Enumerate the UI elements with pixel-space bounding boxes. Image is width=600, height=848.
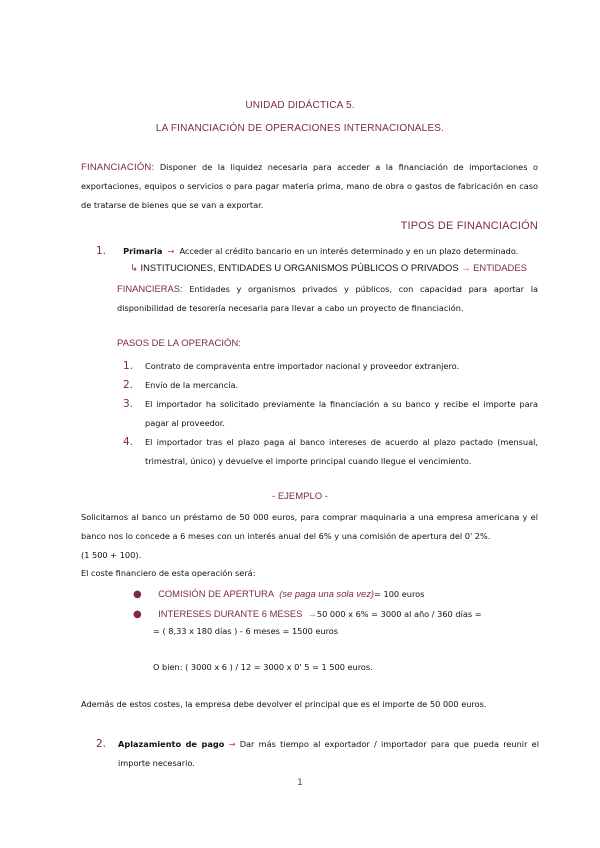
intro-term: FINANCIACIÓN: (81, 162, 155, 173)
intro-paragraph (81, 158, 538, 215)
steps-title: PASOS DE LA OPERACIÓN: (117, 338, 241, 349)
type-2-text: Dar más tiempo al exportador / importador para que pueda reunir el importe necesario. (118, 739, 539, 768)
type-2-content (118, 735, 539, 773)
bullet-dot-icon: ● (133, 589, 142, 600)
type-2-row (96, 735, 541, 773)
bullet-2-line-2: = ( 8,33 x 180 días ) - 6 meses = 1500 euros (153, 626, 339, 636)
steps-list (123, 357, 538, 471)
bullet-1 (133, 582, 424, 604)
example-title: - EJEMPLO - (272, 491, 328, 502)
title-line-2: LA FINANCIACIÓN DE OPERACIONES INTERNACIONALES. (155, 123, 445, 134)
type-1-text: Acceder al crédito bancario en un interés determinado y en un plazo determinado. (179, 246, 519, 256)
bullet-dot-icon: ● (133, 609, 142, 620)
sub-term-a: ENTIDADES (473, 262, 527, 273)
arrow-icon: → (167, 246, 175, 256)
type-2-label: Aplazamiento de pago (118, 739, 225, 749)
type-2-number: 2. (96, 738, 107, 750)
page-number: 1 (297, 778, 303, 788)
type-1-number: 1. (96, 245, 107, 257)
section-title: TIPOS DE FINANCIACIÓN (400, 220, 538, 232)
list-item: 4. El importador tras el plazo paga al banco intereses de acuerdo al plazo pactado (mensual, trimestral, único) y devuelve el importe principal cuando llegue el vencimiento. (123, 436, 538, 466)
type-1-sub-definition-block (117, 279, 538, 318)
bullet-1-label: COMISIÓN DE APERTURA (158, 588, 275, 599)
example-conclusion: Además de estos costes, la empresa debe devolver el principal que es el importe de 50 000 euros. (81, 699, 487, 709)
bullet-2-label: INTERESES DURANTE 6 MESES (158, 608, 303, 619)
example-cost-intro: El coste financiero de esta operación será: (81, 568, 256, 578)
list-item: 3. El importador ha solicitado previamente la financiación a su banco y recibe el importe para pagar al proveedor. (123, 398, 538, 428)
sub-arrow-icon: ↳ (130, 262, 138, 273)
sub-term-b: FINANCIERAS: (117, 283, 183, 294)
type-1-row (96, 239, 541, 261)
list-item: 2. Envío de la mercancía. (123, 379, 239, 391)
bullet-1-italic: (se paga una sola vez) (279, 588, 375, 599)
bullet-2 (133, 602, 482, 624)
arrow-icon: → (461, 262, 471, 273)
example-calc: (1 500 + 100). (81, 550, 142, 560)
arrow-icon: → (307, 608, 317, 619)
type-1-sub-text: INSTITUCIONES, ENTIDADES U ORGANISMOS PÚBLICOS O PRIVADOS (140, 262, 459, 273)
example-alt-calc: O bien: ( 3000 x 6 ) / 12 = 3000 x 0' 5 = 1 500 euros. (153, 662, 373, 672)
type-1-sub-definition: Entidades y organismos privados y públicos, con capacidad para aportar la disponibilidad de tesorería necesaria para llevar a cabo un proyecto de financiación. (117, 284, 538, 313)
example-paragraph: Solicitamos al banco un préstamo de 50 000 euros, para comprar maquinaria a una empresa americana y el banco nos lo concede a 6 meses con un interés anual del 6% y una comisión de apertura del 0' 2%. (81, 512, 538, 541)
title-line-1: UNIDAD DIDÁCTICA 5. (245, 100, 355, 111)
list-item: 1. Contrato de compraventa entre importador nacional y proveedor extranjero. (123, 360, 460, 372)
arrow-icon: → (228, 739, 236, 749)
bullet-2-value: 50 000 x 6% = 3000 al año / 360 días = (316, 609, 482, 619)
type-1-label: Primaria (123, 246, 163, 256)
intro-definition: Disponer de la liquidez necesaria para acceder a la financiación de importaciones o exportaciones, equipos o servicios o para pagar materia prima, mano de obra o gastos de fabricación en caso de tratarse de bienes que se van a exportar. (81, 162, 538, 210)
bullet-1-value: = 100 euros (374, 589, 425, 599)
type-1-sub-row (130, 262, 527, 274)
